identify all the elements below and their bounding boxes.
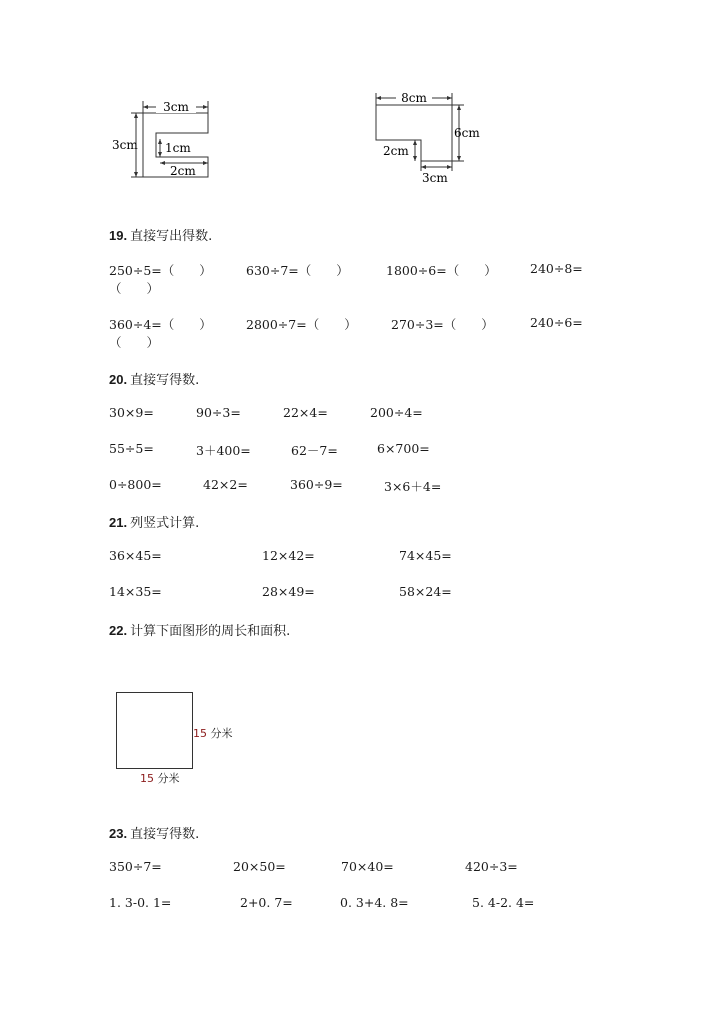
fig1-left-label: 3cm (112, 138, 138, 152)
fig2-top-label: 8cm (401, 91, 427, 105)
q20-item: 360÷9= (290, 477, 343, 492)
fig1-top-label: 3cm (163, 100, 189, 114)
q20-item: 3＋400= (196, 443, 251, 458)
q20-item: 0÷800= (109, 477, 162, 492)
q23-item: 420÷3= (465, 859, 518, 874)
q19-row1-wrap: （ ） (109, 281, 160, 296)
q20-item: 90÷3= (196, 405, 241, 420)
q20-heading: 20. 直接写得数. (109, 372, 200, 388)
q23-item: 0. 3+4. 8= (340, 895, 409, 910)
fig1-bottom-label: 2cm (170, 164, 196, 178)
q20-item: 22×4= (283, 405, 328, 420)
fig2-bottom-label: 3cm (422, 171, 448, 185)
q23-item: 20×50= (233, 859, 286, 874)
q20-item: 42×2= (203, 477, 248, 492)
square-bottom-label: 15 分米 (140, 772, 180, 785)
square-figure (116, 692, 193, 769)
fig2-left-label: 2cm (383, 144, 409, 158)
q23-item: 1. 3-0. 1= (109, 895, 172, 910)
q23-item: 350÷7= (109, 859, 162, 874)
q19-row2-item: 2800÷7=（ ） (246, 317, 357, 332)
q20-item: 6×700= (377, 441, 430, 456)
q19-row2-wrap: （ ） (109, 335, 160, 350)
q23-item: 5. 4-2. 4= (472, 895, 535, 910)
q19-row2-item: 270÷3=（ ） (391, 317, 494, 332)
q20-item: 30×9= (109, 405, 154, 420)
q21-item: 36×45= (109, 548, 162, 563)
q20-item: 200÷4= (370, 405, 423, 420)
q19-row1-item: 630÷7=（ ） (246, 263, 349, 278)
q19-row1-item: 1800÷6=（ ） (386, 263, 497, 278)
fig2-right-label: 6cm (454, 126, 480, 140)
q19-row1-item: 240÷8= (530, 261, 583, 276)
q21-item: 14×35= (109, 584, 162, 599)
figure-l-shape (370, 85, 490, 185)
q23-item: 2+0. 7= (240, 895, 293, 910)
q23-heading: 23. 直接写得数. (109, 826, 200, 842)
q19-row1-item: 250÷5=（ ） (109, 263, 212, 278)
q21-item: 74×45= (399, 548, 452, 563)
q20-item: 3×6＋4= (384, 479, 442, 494)
q20-item: 55÷5= (109, 441, 154, 456)
fig1-inner-label: 1cm (165, 141, 191, 155)
figure-e-shape (110, 95, 230, 190)
q21-item: 58×24= (399, 584, 452, 599)
q21-item: 12×42= (262, 548, 315, 563)
square-side-label: 15 分米 (193, 727, 233, 740)
q19-heading: 19. 直接写出得数. (109, 228, 213, 244)
q19-row2-item: 360÷4=（ ） (109, 317, 212, 332)
q23-item: 70×40= (341, 859, 394, 874)
q19-row2-item: 240÷6= (530, 315, 583, 330)
q22-heading: 22. 计算下面图形的周长和面积. (109, 623, 291, 639)
q21-heading: 21. 列竖式计算. (109, 515, 200, 531)
q20-item: 62－7= (291, 443, 338, 458)
q21-item: 28×49= (262, 584, 315, 599)
